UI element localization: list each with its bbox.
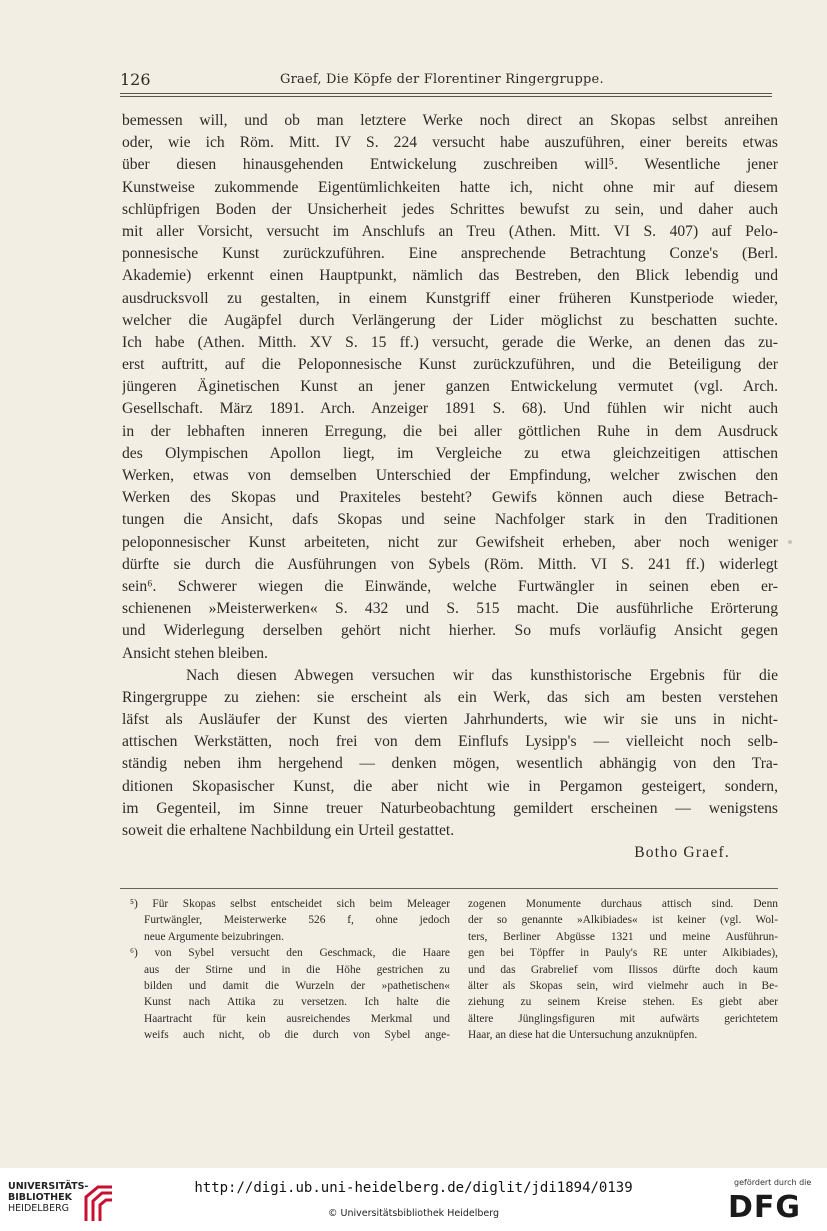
library-name-line: UNIVERSITÄTS-	[8, 1181, 89, 1192]
footnote-line: älter als Skopas sein, wird vielmehr auch in Be-	[468, 979, 778, 992]
text-line: ausdrucksvoll zu gestalten, in einem Kunstgriff einer früheren Kunstperiode wieder,	[122, 289, 778, 307]
text-line: des Olympischen Apollon liegt, im Vergleiche zu etwa gleichzeitigen attischen	[122, 444, 778, 462]
footnote-line: bilden und damit die Wurzeln der »pathetischen«	[144, 979, 450, 992]
paper-speck	[788, 540, 792, 544]
copyright-notice: © Universitätsbibliothek Heidelberg	[327, 1208, 499, 1219]
permalink-url[interactable]: http://digi.ub.uni-heidelberg.de/diglit/jdi1894/0139	[194, 1180, 633, 1196]
footnote-line: Haartracht für kein ausreichendes Merkmal und	[144, 1012, 450, 1025]
text-line: mit aller Vorsicht, versucht im Anschlufs an Treu (Athen. Mitt. VI S. 407) auf Pelo-	[122, 222, 778, 240]
footnote-line: ⁶) von Sybel versucht den Geschmack, die Haare	[130, 947, 450, 960]
footnote-line: ziehung zu seinem Kreise stehen. Es giebt aber	[468, 996, 778, 1009]
text-line: Ansicht stehen bleiben.	[122, 644, 268, 662]
text-line: Nach diesen Abwegen versuchen wir das kunsthistorische Ergebnis für die	[186, 666, 778, 684]
funding-note: gefördert durch die	[734, 1178, 812, 1187]
running-title: Graef, Die Köpfe der Florentiner Ringergruppe.	[280, 72, 604, 87]
text-line: läfst als Ausläufer der Kunst des vierten Jahrhunderts, wie wir sie uns in nicht-	[122, 711, 778, 729]
text-line: und Widerlegung derselben gehört nicht hierher. So mufs vorläufig Ansicht gegen	[122, 622, 778, 640]
footnote-line: Haar, an diese hat die Untersuchung anzuknüpfen.	[468, 1029, 698, 1042]
footnote-line: ⁵) Für Skopas selbst entscheidet sich beim Meleager	[130, 898, 450, 910]
text-line: soweit die erhaltene Nachbildung ein Urteil gestattet.	[122, 822, 455, 839]
page-header	[120, 70, 772, 92]
text-line: jüngeren Äginetischen Kunst an jener ganzen Entwickelung vermutet (vgl. Arch.	[122, 378, 778, 396]
digitization-footer	[0, 1168, 827, 1231]
text-line: oder, wie ich Röm. Mitt. IV S. 224 versucht habe auszuführen, einer bereits etwas	[122, 134, 778, 152]
text-line: in der lebhaften inneren Erregung, die bei aller göttlichen Ruhe in dem Ausdruck	[122, 422, 778, 440]
author-signature: Botho Graef.	[634, 844, 730, 862]
footnotes-left-column	[130, 896, 450, 1044]
text-line: Ich habe (Athen. Mitth. XV S. 15 ff.) versucht, gerade die Werke, an denen das zu-	[122, 333, 778, 351]
footnote-line: neue Argumente beizubringen.	[144, 930, 284, 943]
text-line: Akademie) erkennt einen Hauptpunkt, nämlich das Bestreben, den Blick lebendig und	[122, 267, 778, 285]
text-line: über diesen hinausgehenden Entwickelung zuschreiben will⁵. Wesentliche jener	[122, 156, 778, 174]
text-line: welcher die Augäpfel durch Verlängerung der Lider möglichst zu beschatten suchte.	[122, 311, 778, 329]
text-line: im Gegenteil, im Sinne treuer Naturbeobachtung gemildert erscheinen — wenigstens	[122, 799, 778, 817]
footnote-line: ältere Jünglingsfiguren mit aufwärts gerichtetem	[468, 1012, 778, 1025]
text-line: Werken des Skopas und Praxiteles besteht? Gewifs können auch diese Betrach-	[122, 489, 778, 507]
main-text	[122, 110, 778, 864]
header-rule-top	[120, 93, 772, 94]
text-line: erst auftritt, auf die Peloponnesische Kunst zurückzuführen, und die Beteiligung der	[122, 356, 778, 374]
footnote-line: gen bei Töpffer in Pauly's RE unter Alkibiades),	[468, 947, 778, 960]
header-rule-bottom	[120, 96, 772, 97]
text-line: tungen die Ansicht, dafs Skopas und seine Nachfolger stark in den Traditionen	[122, 511, 778, 529]
footnote-line: und das Grabrelief vom Ilissos dürfte doch kaum	[468, 963, 778, 976]
page-number: 126	[120, 70, 151, 89]
text-line: schienenen »Meisterwerken« S. 432 und S. 515 macht. Die ausführliche Erörterung	[122, 600, 778, 618]
text-line: Kunstweise zukommende Eigentümlichkeiten hatte ich, nicht ohne mir auf diesem	[122, 178, 778, 196]
footnote-line: zogenen Monumente durchaus attisch sind. Denn	[468, 898, 778, 910]
footnote-line: weifs auch nicht, ob die durch von Sybel ange-	[144, 1029, 450, 1042]
dfg-logo[interactable]: DFG	[728, 1190, 802, 1225]
footnote-line: der so genannte »Alkibiades« ist keiner (vgl. Wol-	[468, 914, 778, 927]
text-line: schlüpfrigen Boden der Unsicherheit jedes Schrittes bewufst zu sein, und daher auch	[122, 200, 778, 218]
footnote-line: Kunst nach Attika zu versetzen. Ich halte die	[144, 996, 450, 1009]
text-line: Werken, etwas von demselben Unterschied der Empfindung, welcher zwischen den	[122, 467, 778, 484]
library-name-line: HEIDELBERG	[8, 1203, 70, 1214]
footnote-line: Furtwängler, Meisterwerke 526 f, ohne jedoch	[144, 914, 450, 927]
text-line: Gesellschaft. März 1891. Arch. Anzeiger 1891 S. 68). Und fühlen wir nicht auch	[122, 400, 778, 418]
text-line: ständig neben ihm hergehend — denken mögen, wesentlich abhängig von den Tra-	[122, 755, 778, 773]
footnotes-right-column	[468, 896, 778, 1044]
text-line: dürfte sie durch die Ausführungen von Sybels (Röm. Mitth. VI S. 241 ff.) widerlegt	[122, 555, 778, 573]
library-name-line: BIBLIOTHEK	[8, 1192, 72, 1203]
text-line: sein⁶. Schwerer wiegen die Einwände, welche Furtwängler in seinen eben er-	[122, 577, 778, 595]
footnote-line: aus der Stirne und in die Höhe gestrichen zu	[144, 963, 450, 976]
text-line: ponnesische Kunst zurückzuführen. Eine ansprechende Betrachtung Conze's (Berl.	[122, 245, 778, 263]
text-line: bemessen will, und ob man letztere Werke noch direct an Skopas selbst anreihen	[122, 112, 778, 129]
footnote-rule	[120, 888, 778, 889]
text-line: Ringergruppe zu ziehen: sie erscheint als ein Werk, das sich am besten verstehen	[122, 688, 778, 706]
footnote-line: ters, Berliner Abgüsse 1321 und meine Ausführun-	[468, 930, 778, 943]
text-line: peloponnesischer Kunst arbeiteten, nicht zur Gewifsheit erheben, aber noch weniger	[122, 533, 778, 551]
text-line: attischen Werkstätten, noch frei von dem Einflufs Lysipp's — vielleicht noch selb-	[122, 733, 778, 751]
text-line: ditionen Skopasischer Kunst, die aber nicht wie in Pergamon gesteigert, sondern,	[122, 777, 778, 795]
